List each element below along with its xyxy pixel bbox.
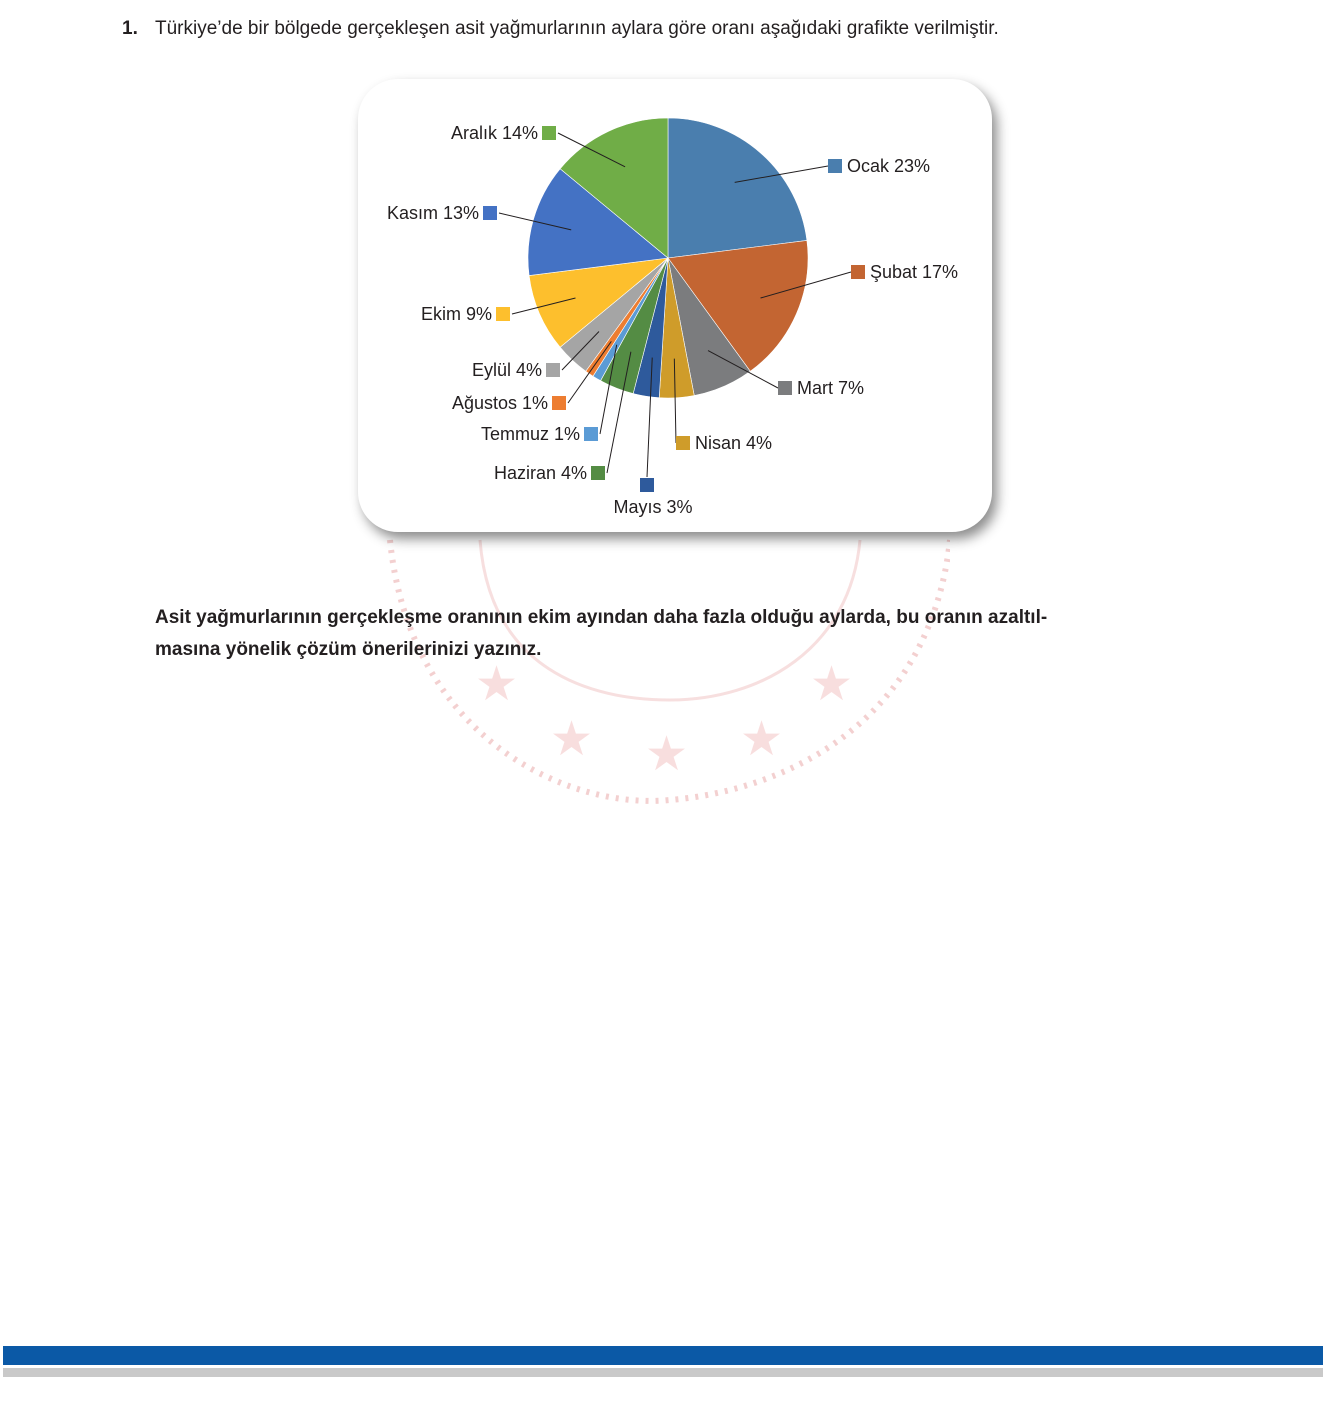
slice-label-eylül: Eylül 4% [471,360,542,380]
legend-marker-mayıs [640,478,654,492]
question-line [122,18,999,40]
slice-label-nisan: Nisan 4% [695,433,773,453]
slice-label-ocak: Ocak 23% [847,156,931,176]
prompt-line-1: Asit yağmurlarının gerçekleşme oranının ekim ayından daha fazla olduğu aylarda, bu oranın azaltıl- [155,607,1048,628]
svg-text:★: ★ [810,656,854,712]
legend-marker-ekim [496,307,510,321]
slice-label-ağustos: Ağustos 1% [451,393,548,413]
svg-text:★: ★ [475,656,519,712]
slice-label-kasım: Kasım 13% [386,203,479,223]
prompt-line-2: masına yönelik çözüm önerilerinizi yazınız. [155,639,542,660]
legend-marker-ocak [828,159,842,173]
legend-marker-ağustos [552,396,566,410]
legend-marker-eylül [546,363,560,377]
legend-marker-kasım [483,206,497,220]
footer-gray-bar [3,1368,1323,1377]
svg-text:★: ★ [740,711,784,767]
slice-label-mayıs: Mayıs 3% [613,497,693,517]
slice-label-ekim: Ekim 9% [420,304,492,324]
legend-marker-haziran [591,466,605,480]
slice-label-mart: Mart 7% [797,378,865,398]
legend-marker-şubat [851,265,865,279]
slice-label-temmuz: Temmuz 1% [480,424,580,444]
legend-marker-mart [778,381,792,395]
question-text: Türkiye’de bir bölgede gerçekleşen asit yağmurlarının aylara göre oranı aşağıdaki grafikte verilmiştir. [155,18,999,39]
question-number: 1. [122,18,138,39]
slice-label-haziran: Haziran 4% [493,463,587,483]
pie-chart [358,79,992,532]
legend-marker-temmuz [584,427,598,441]
svg-text:★: ★ [550,711,594,767]
chart-card [358,79,992,532]
prompt-text [155,602,1215,666]
svg-text:★: ★ [645,726,689,782]
pie-slice-ocak [668,118,807,258]
slice-label-şubat: Şubat 17% [870,262,959,282]
legend-marker-nisan [676,436,690,450]
footer-blue-bar [3,1346,1323,1365]
slice-label-aralık: Aralık 14% [450,123,538,143]
legend-marker-aralık [542,126,556,140]
